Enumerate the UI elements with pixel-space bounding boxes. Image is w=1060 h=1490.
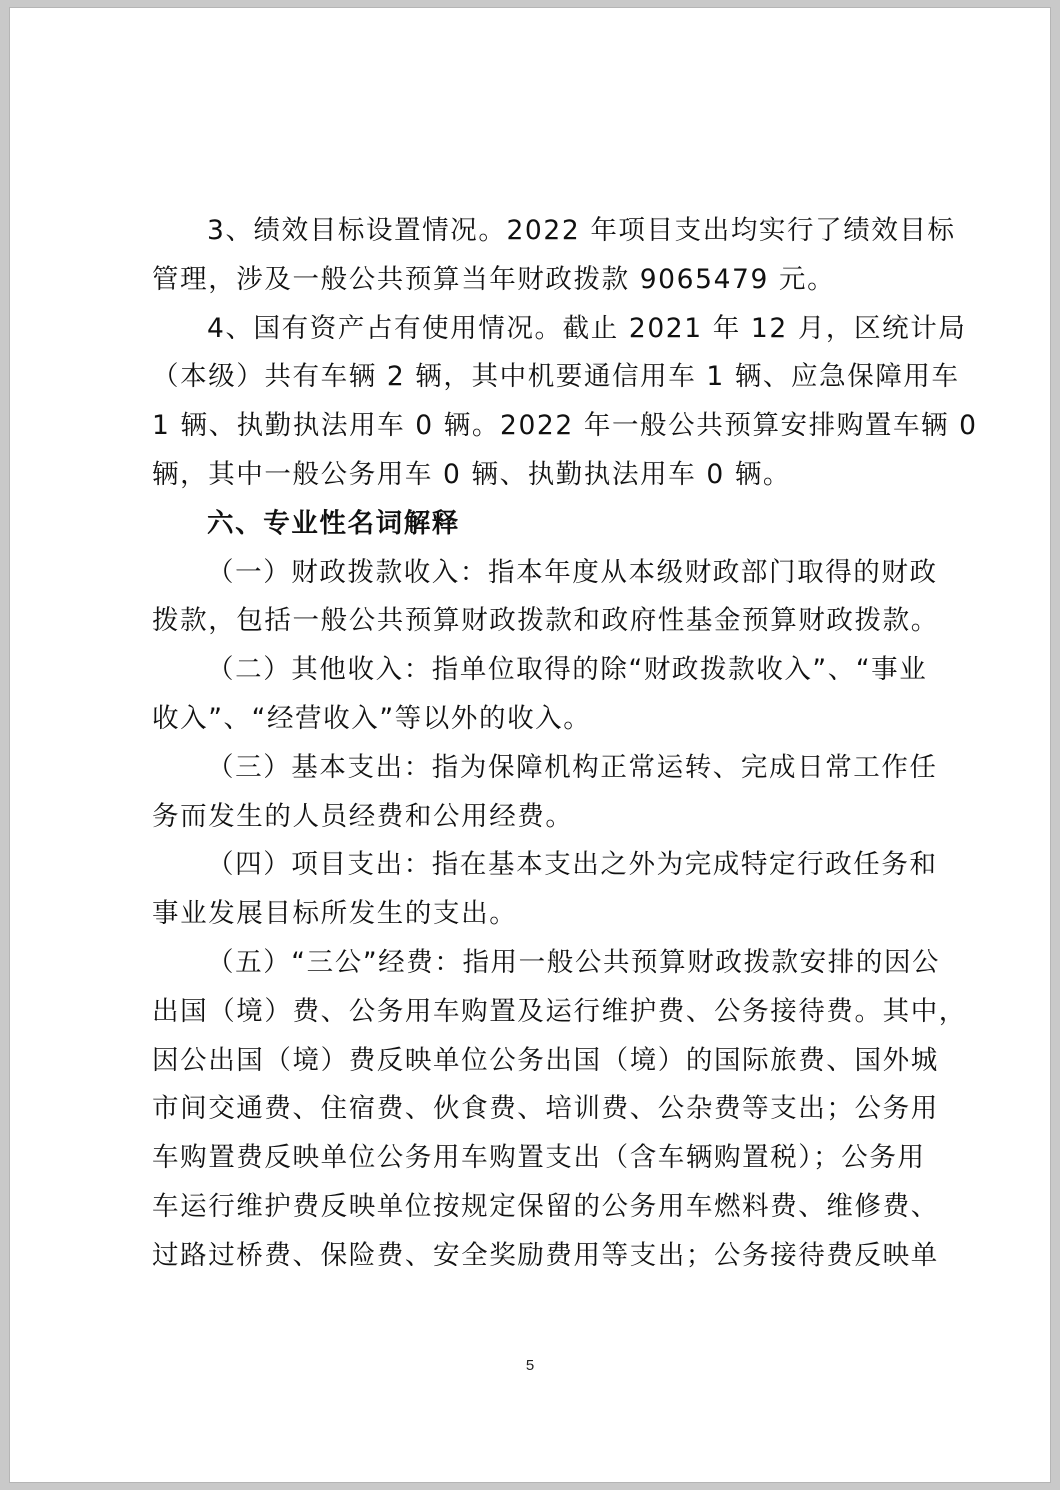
paragraph-line: （一）财政拨款收入：指本年度从本级财政部门取得的财政 [207, 556, 938, 588]
paragraph-line: 市间交通费、住宿费、伙食费、培训费、公杂费等支出；公务用 [152, 1093, 939, 1125]
paragraph-line: 过路过桥费、保险费、安全奖励费用等支出；公务接待费反映单 [152, 1239, 939, 1271]
paragraph-line: （本级）共有车辆 2 辆，其中机要通信用车 1 辆、应急保障用车 [152, 361, 960, 393]
paragraph-line: （四）项目支出：指在基本支出之外为完成特定行政任务和 [207, 849, 938, 881]
paragraph-line: 因公出国（境）费反映单位公务出国（境）的国际旅费、国外城 [152, 1044, 939, 1076]
body-text [152, 207, 978, 1281]
paragraph-line: （二）其他收入：指单位取得的除“财政拨款收入”、“事业 [207, 654, 928, 686]
paragraph-line: 1 辆、执勤执法用车 0 辆。2022 年一般公共预算安排购置车辆 0 [152, 410, 978, 442]
paragraph-line: 务而发生的人员经费和公用经费。 [152, 800, 574, 832]
paragraph-line: （三）基本支出：指为保障机构正常运转、完成日常工作任 [207, 751, 938, 783]
page-number: 5 [525, 1357, 535, 1374]
paragraph-line: 3、绩效目标设置情况。2022 年项目支出均实行了绩效目标 [207, 215, 956, 246]
paragraph-line: 管理，涉及一般公共预算当年财政拨款 9065479 元。 [152, 263, 836, 295]
section-heading: 六、专业性名词解释 [207, 507, 460, 539]
paragraph-line: （五）“三公”经费：指用一般公共预算财政拨款安排的因公 [207, 946, 941, 978]
paragraph-line: 拨款，包括一般公共预算财政拨款和政府性基金预算财政拨款。 [152, 605, 939, 637]
paragraph-line: 辆，其中一般公务用车 0 辆、执勤执法用车 0 辆。 [152, 458, 792, 490]
paragraph-line: 事业发展目标所发生的支出。 [152, 898, 518, 930]
paragraph-line: 4、国有资产占有使用情况。截止 2021 年 12 月，区统计局 [207, 312, 967, 344]
paragraph-line: 出国（境）费、公务用车购置及运行维护费、公务接待费。其中， [152, 995, 967, 1027]
paragraph-line: 车购置费反映单位公务用车购置支出（含车辆购置税）；公务用 [152, 1142, 926, 1174]
paragraph-line: 收入”、“经营收入”等以外的收入。 [152, 702, 592, 734]
paragraph-line: 车运行维护费反映单位按规定保留的公务用车燃料费、维修费、 [152, 1190, 939, 1222]
document-page [10, 8, 1050, 1482]
